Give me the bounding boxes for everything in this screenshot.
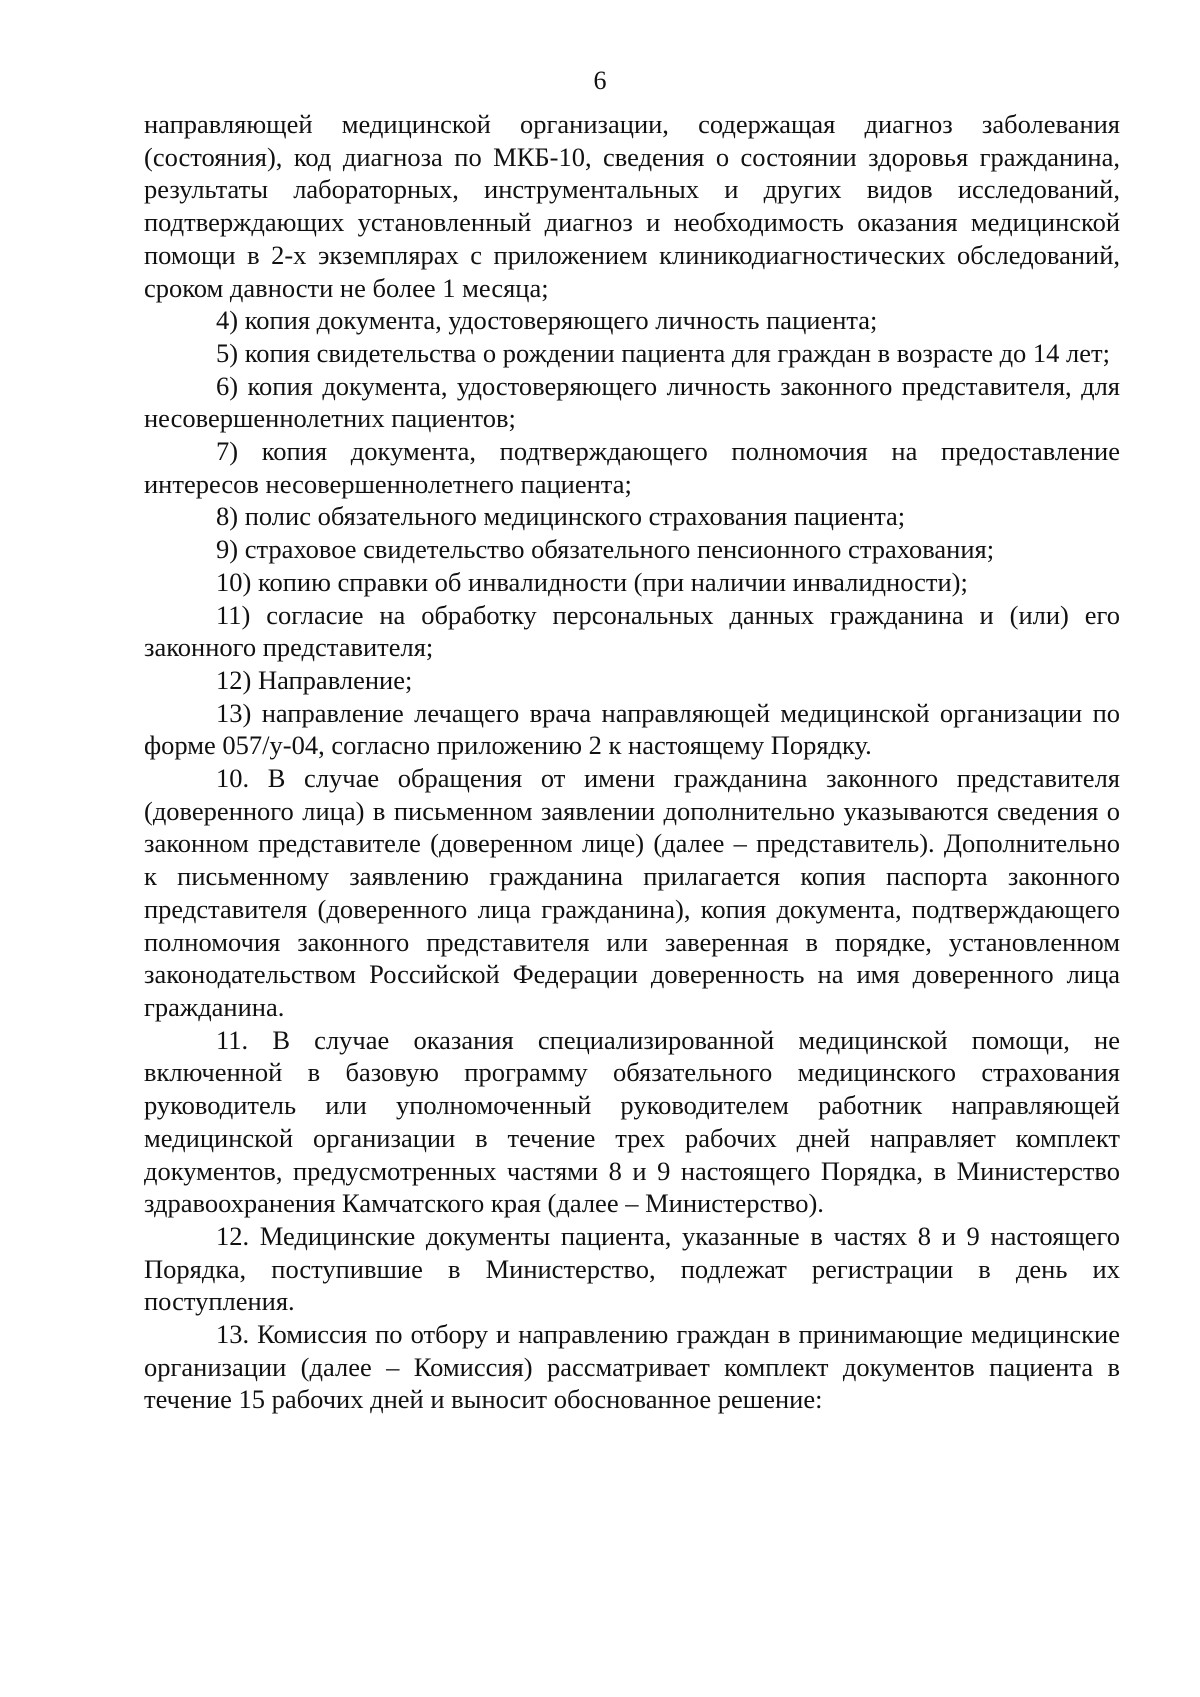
page-number: 6: [593, 66, 607, 95]
list-item-5: 5) копия свидетельства о рождении пациента для граждан в возрасте до 14 лет;: [216, 337, 1110, 368]
paragraph-continuation: направляющей медицинской организации, содержащая диагноз заболевания (состояния), код диагноза по МКБ-10, сведения о состоянии здоровья гражданина, результаты лабораторных, инструментальных и других видов исследований, подтверждающих установленный диагноз и необходимость оказания медицинской помощи в 2-х экземплярах с приложением клиникодиагностических обследований, сроком давности не более 1 месяца;: [144, 109, 1120, 303]
list-item-7: 7) копия документа, подтверждающего полномочия на предоставление интересов несовершеннолетнего пациента;: [144, 436, 1120, 499]
section-11: 11. В случае оказания специализированной медицинской помощи, не включенной в базовую программу обязательного медицинского страхования руководитель или уполномоченный руководителем работник направляющей медицинской организации в течение трех рабочих дней направляет комплект документов, предусмотренных частями 8 и 9 настоящего Порядка, в Министерство здравоохранения Камчатского края (далее – Министерство).: [144, 1024, 1120, 1219]
list-item-9: 9) страховое свидетельство обязательного пенсионного страхования;: [216, 534, 995, 565]
section-13: 13. Комиссия по отбору и направлению граждан в принимающие медицинские организации (далее – Комиссия) рассматривает комплект документов пациента в течение 15 рабочих дней и выносит обоснованное решение:: [144, 1319, 1120, 1415]
list-item-10: 10) копию справки об инвалидности (при наличии инвалидности);: [216, 566, 968, 597]
document-body: [144, 108, 1120, 1416]
list-item-4: 4) копия документа, удостоверяющего личность пациента;: [216, 305, 878, 336]
list-item-6: 6) копия документа, удостоверяющего личность законного представителя, для несовершеннолетних пациентов;: [144, 370, 1120, 434]
list-item-8: 8) полис обязательного медицинского страхования пациента;: [216, 501, 906, 532]
list-item-11: 11) согласие на обработку персональных данных гражданина и (или) его законного представителя;: [144, 599, 1120, 663]
list-item-12: 12) Направление;: [216, 664, 413, 695]
section-12: 12. Медицинские документы пациента, указанные в частях 8 и 9 настоящего Порядка, поступившие в Министерство, подлежат регистрации в день их поступления.: [144, 1220, 1120, 1317]
section-10: 10. В случае обращения от имени гражданина законного представителя (доверенного лица) в письменном заявлении дополнительно указываются сведения о законном представителе (доверенном лице) (далее – представитель). Дополнительно к письменному заявлению гражданина прилагается копия паспорта законного представителя (доверенного лица гражданина), копия документа, подтверждающего полномочия законного представителя или заверенная в порядке, установленном законодательством Российской Федерации доверенность на имя доверенного лица гражданина.: [144, 763, 1120, 1022]
list-item-13: 13) направление лечащего врача направляющей медицинской организации по форме 057/у-04, согласно приложению 2 к настоящему Порядку.: [144, 697, 1120, 761]
